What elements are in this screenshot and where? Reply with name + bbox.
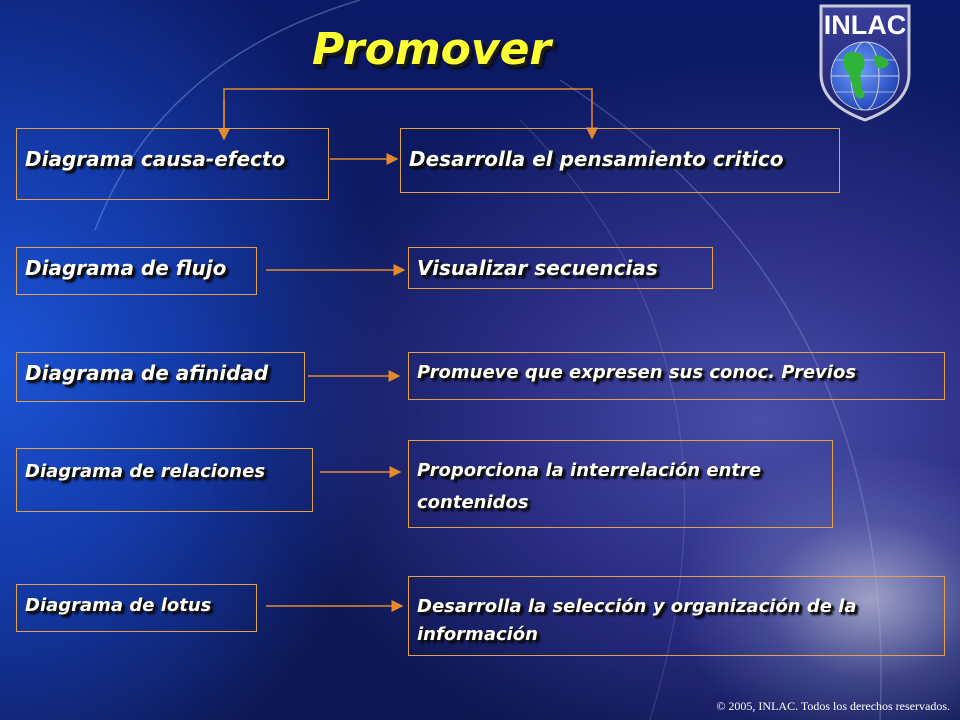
left-label-causa-efecto: Diagrama causa-efecto xyxy=(25,147,286,171)
copyright-footer: © 2005, INLAC. Todos los derechos reservados. xyxy=(716,699,950,713)
right-label-seleccion-line1: Desarrolla la selección y organización de la xyxy=(417,596,857,617)
left-box-relaciones xyxy=(16,448,313,512)
left-label-lotus: Diagrama de lotus xyxy=(25,595,212,616)
right-box-interrelacion xyxy=(408,440,833,528)
right-label-seleccion-line2: información xyxy=(417,624,538,645)
left-box-causa-efecto xyxy=(16,128,329,200)
left-box-lotus xyxy=(16,584,257,632)
logo-text: INLAC xyxy=(823,10,907,40)
right-box-pensamiento-critico xyxy=(400,128,840,193)
left-label-afinidad: Diagrama de afinidad xyxy=(25,361,269,385)
right-label-pensamiento-critico: Desarrolla el pensamiento critico xyxy=(409,147,784,171)
right-box-seleccion xyxy=(408,576,945,656)
left-box-flujo xyxy=(16,247,257,295)
right-label-interrelacion-line2: contenidos xyxy=(417,492,529,513)
right-label-conoc-previos: Promueve que expresen sus conoc. Previos xyxy=(417,362,857,383)
left-label-relaciones: Diagrama de relaciones xyxy=(25,461,266,482)
right-label-secuencias: Visualizar secuencias xyxy=(417,256,658,280)
right-box-conoc-previos xyxy=(408,352,945,400)
right-box-secuencias xyxy=(408,247,713,289)
page-title: Promover xyxy=(312,24,552,75)
right-label-interrelacion-line1: Proporciona la interrelación entre xyxy=(417,460,762,481)
left-box-afinidad xyxy=(16,352,305,402)
left-label-flujo: Diagrama de flujo xyxy=(25,256,227,280)
